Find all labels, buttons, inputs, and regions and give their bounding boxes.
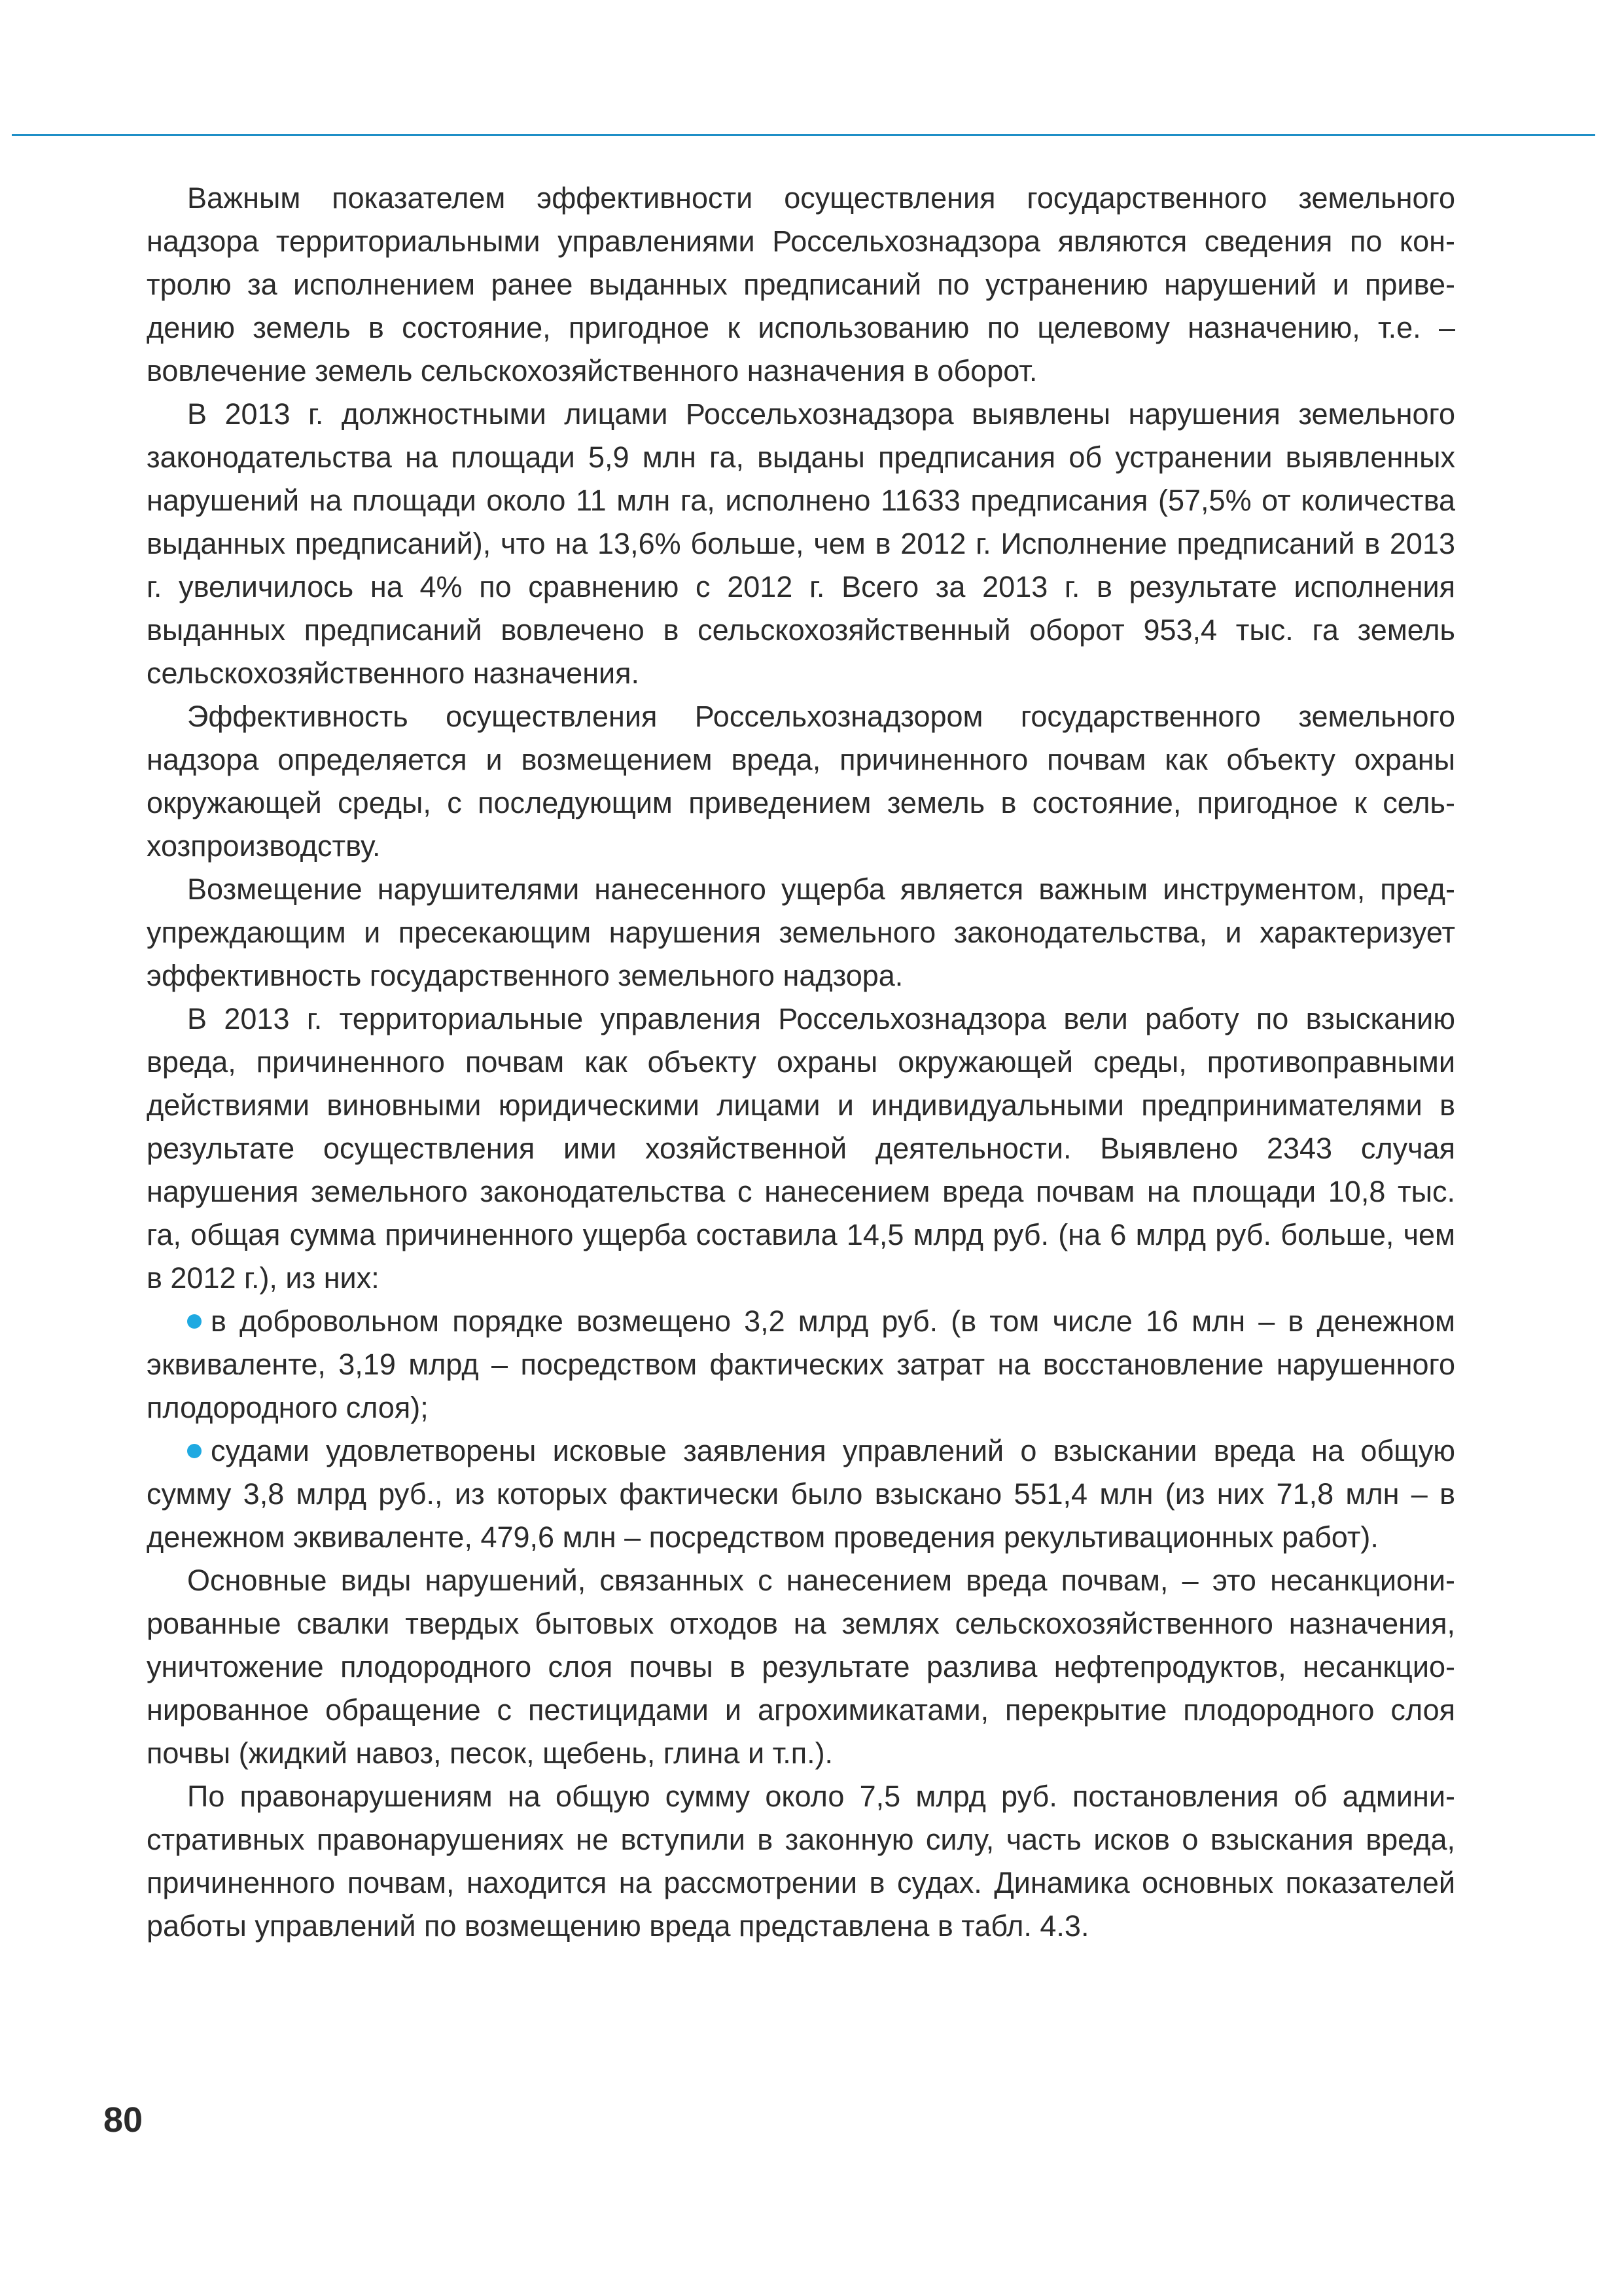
paragraph: Важным показателем эффективности осуществления государственного земельного надзора территориальными управлениями Россельхознадзора являются сведения по контролю за исполнением ранее выданных предписаний по устранению нарушений и приведению земель в состояние, пригодное к использованию по целевому назначению, т.е. – вовлечение земель сельскохозяйственного назначения в оборот. [147, 181, 1455, 387]
paragraph: Эффективность осуществления Россельхознадзором государственного земельного надзора определяется и возмещением вреда, причиненного почвам как объекту охраны окружающей среды, с последующим приведением земель в состояние, пригодное к сельхозпроизводству. [147, 700, 1455, 863]
header-rule [12, 134, 1595, 136]
paragraph: По правонарушениям на общую сумму около 7,5 млрд руб. постановления об административных правонарушениях не вступили в законную силу, часть исков о взыскания вреда, причиненного почвам, находится на рассмотрении в судах. Динамика основных показателей работы управлений по возмещению вреда представлена в табл. 4.3. [147, 1780, 1455, 1943]
bullet-item [147, 1429, 1455, 1559]
bullet-item [147, 1300, 1455, 1429]
bullet-text: в добровольном порядке возмещено 3,2 млрд руб. (в том числе 16 млн – в денежном эквиваленте, 3,19 млрд – посредством фактических затрат на восстановление нарушенного плодородного слоя); [147, 1304, 1455, 1424]
bullet-dot-icon [187, 1314, 202, 1329]
body-text [147, 177, 1455, 1948]
paragraph: Возмещение нарушителями нанесенного ущерба является важным инструментом, предупреждающим и пресекающим нарушения земельного законодательства, и характеризует эффективность государственного земельного надзора. [147, 872, 1455, 992]
bullet-dot-icon [187, 1444, 202, 1458]
paragraph: В 2013 г. должностными лицами Россельхознадзора выявлены нарушения земельного законодательства на площади 5,9 млн га, выданы предписания об устранении выявленных нарушений на площади около 11 млн га, исполнено 11633 предписания (57,5% от количества выданных предписаний), что на 13,6% больше, чем в 2012 г. Исполнение предписаний в 2013 г. увеличилось на 4% по сравнению с 2012 г. Всего за 2013 г. в результате исполнения выданных предписаний вовлечено в сельскохозяйственный оборот 953,4 тыс. га земель сельскохозяйственного назначения. [147, 397, 1455, 690]
bullet-text: судами удовлетворены исковые заявления управлений о взыскании вреда на общую сумму 3,8 млрд руб., из которых фактически было взыскано 551,4 млн (из них 71,8 млн – в денежном эквиваленте, 479,6 млн – посредством проведения рекультивационных работ). [147, 1434, 1455, 1554]
paragraph: Основные виды нарушений, связанных с нанесением вреда почвам, – это несанкционированные свалки твердых бытовых отходов на землях сельскохозяйственного назначения, уничтожение плодородного слоя почвы в результате разлива нефтепродуктов, несанкционированное обращение с пестицидами и агрохимикатами, перекрытие плодородного слоя почвы (жидкий навоз, песок, щебень, глина и т.п.). [147, 1564, 1455, 1770]
paragraph: В 2013 г. территориальные управления Россельхознадзора вели работу по взысканию вреда, причиненного почвам как объекту охраны окружающей среды, противоправными действиями виновными юридическими лицами и индивидуальными предпринимателями в результате осуществления ими хозяйственной деятельности. Выявлено 2343 случая нарушения земельного законодательства с нанесением вреда почвам на площади 10,8 тыс. га, общая сумма причиненного ущерба составила 14,5 млрд руб. (на 6 млрд руб. больше, чем в 2012 г.), из них: [147, 1002, 1455, 1295]
page-number: 80 [103, 2100, 143, 2140]
